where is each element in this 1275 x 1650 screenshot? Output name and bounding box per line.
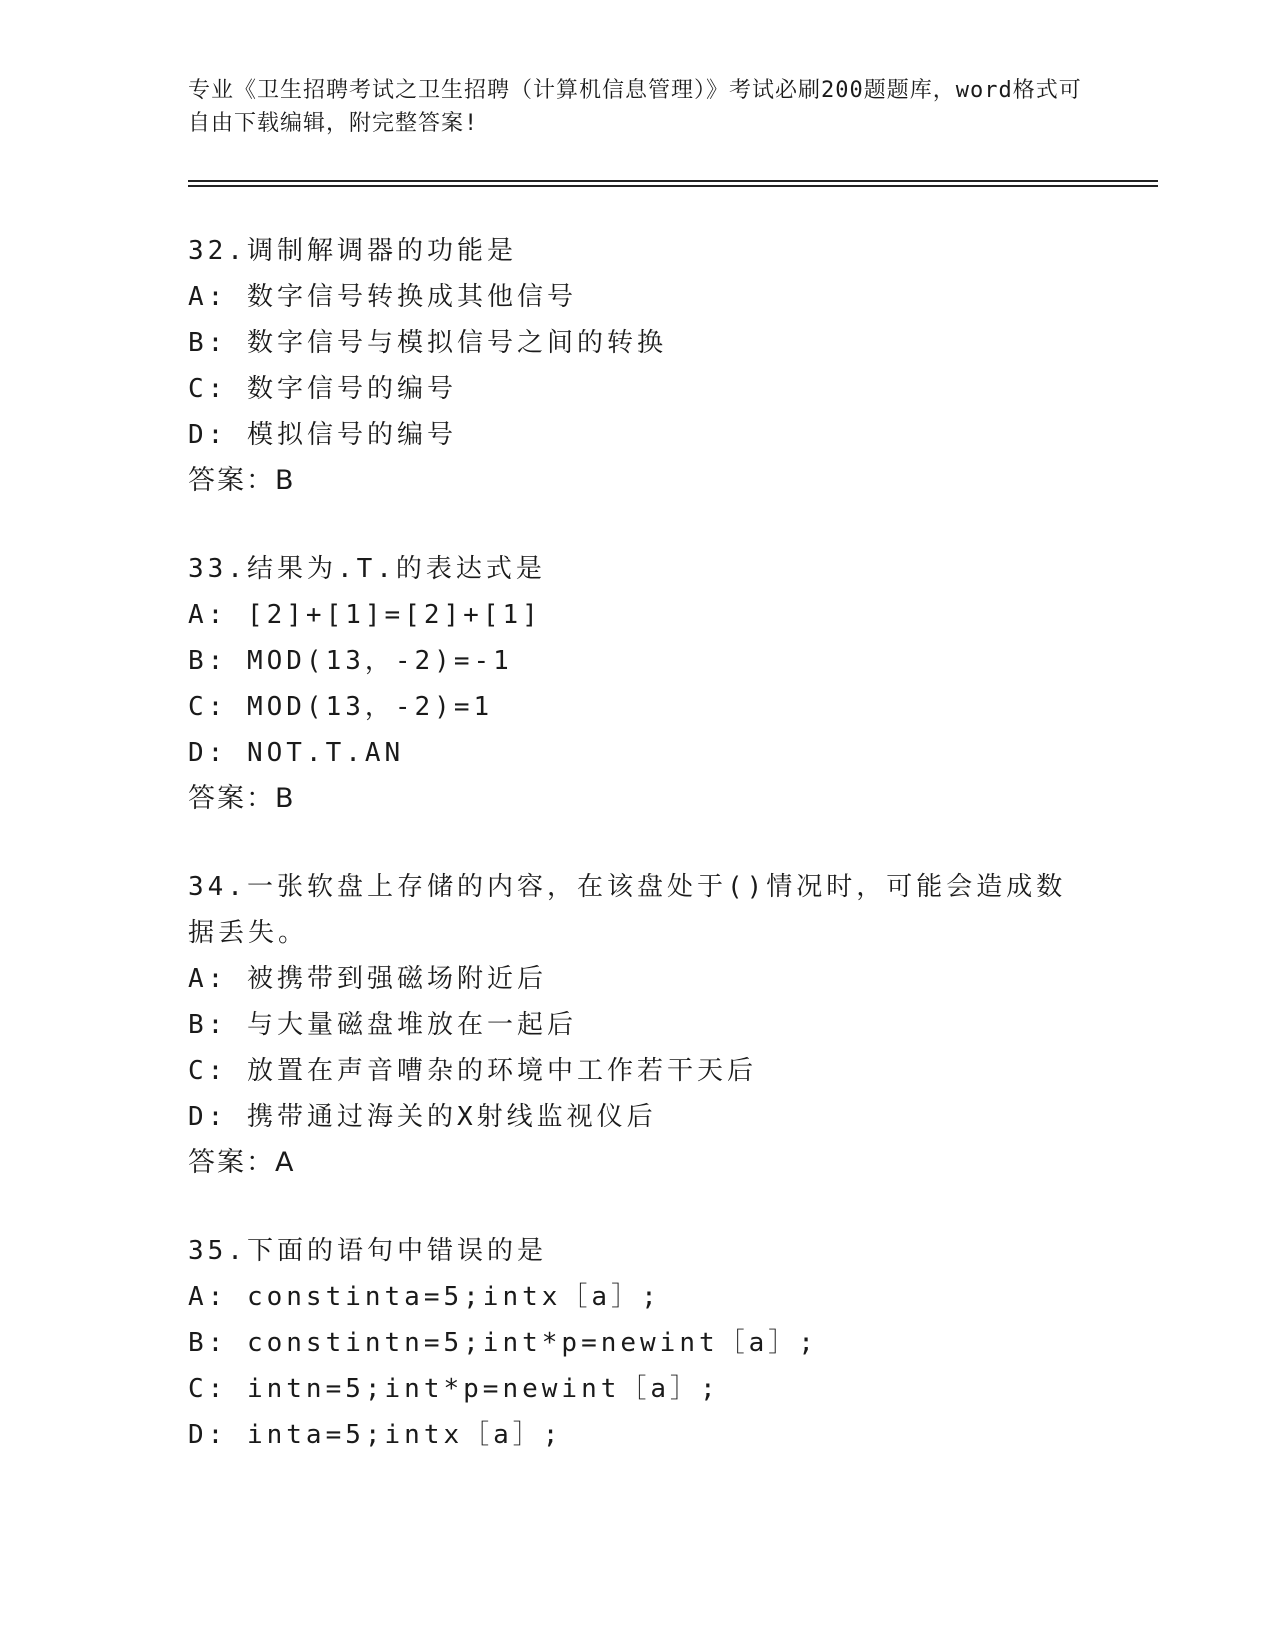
option-b: B: 数字信号与模拟信号之间的转换 <box>188 328 667 358</box>
document-intro: 专业《卫生招聘考试之卫生招聘（计算机信息管理）》考试必刷200题题库，word格式可自由下载编辑，附完整答案! <box>188 78 1082 136</box>
option-a: A: constinta=5;intx［a］; <box>188 1282 661 1312</box>
answer-line: 答案：A <box>188 1147 296 1178</box>
answer-line: 答案：B <box>188 465 296 496</box>
option-a: A: [2]+[1]=[2]+[1] <box>188 600 542 630</box>
option-d: D: NOT.T.AN <box>188 738 405 768</box>
option-c: C: 数字信号的编号 <box>188 374 457 404</box>
option-b: B: constintn=5;int*p=newint［a］; <box>188 1328 818 1358</box>
option-d: D: 携带通过海关的X射线监视仪后 <box>188 1102 657 1132</box>
option-b: B: 与大量磁盘堆放在一起后 <box>188 1010 577 1040</box>
option-a: A: 被携带到强磁场附近后 <box>188 964 547 994</box>
option-d: D: inta=5;intx［a］; <box>188 1420 563 1450</box>
option-d: D: 模拟信号的编号 <box>188 420 457 450</box>
question-32 <box>188 228 1088 504</box>
answer-line: 答案：B <box>188 783 296 814</box>
option-b: B: MOD(13，-2)=-1 <box>188 646 513 676</box>
option-a: A: 数字信号转换成其他信号 <box>188 282 577 312</box>
question-stem: 33.结果为.T.的表达式是 <box>188 554 546 584</box>
header-rule-bottom <box>188 185 1158 187</box>
question-stem: 32.调制解调器的功能是 <box>188 236 517 266</box>
question-33 <box>188 546 1088 822</box>
option-c: C: intn=5;int*p=newint［a］; <box>188 1374 720 1404</box>
question-34 <box>188 864 1088 1186</box>
option-c: C: MOD(13，-2)=1 <box>188 692 494 722</box>
question-35 <box>188 1228 1088 1458</box>
header-rule-top <box>188 180 1158 182</box>
question-stem: 34.一张软盘上存储的内容，在该盘处于()情况时，可能会造成数据丢失。 <box>188 872 1067 948</box>
option-c: C: 放置在声音嘈杂的环境中工作若干天后 <box>188 1056 757 1086</box>
question-stem: 35.下面的语句中错误的是 <box>188 1236 547 1266</box>
